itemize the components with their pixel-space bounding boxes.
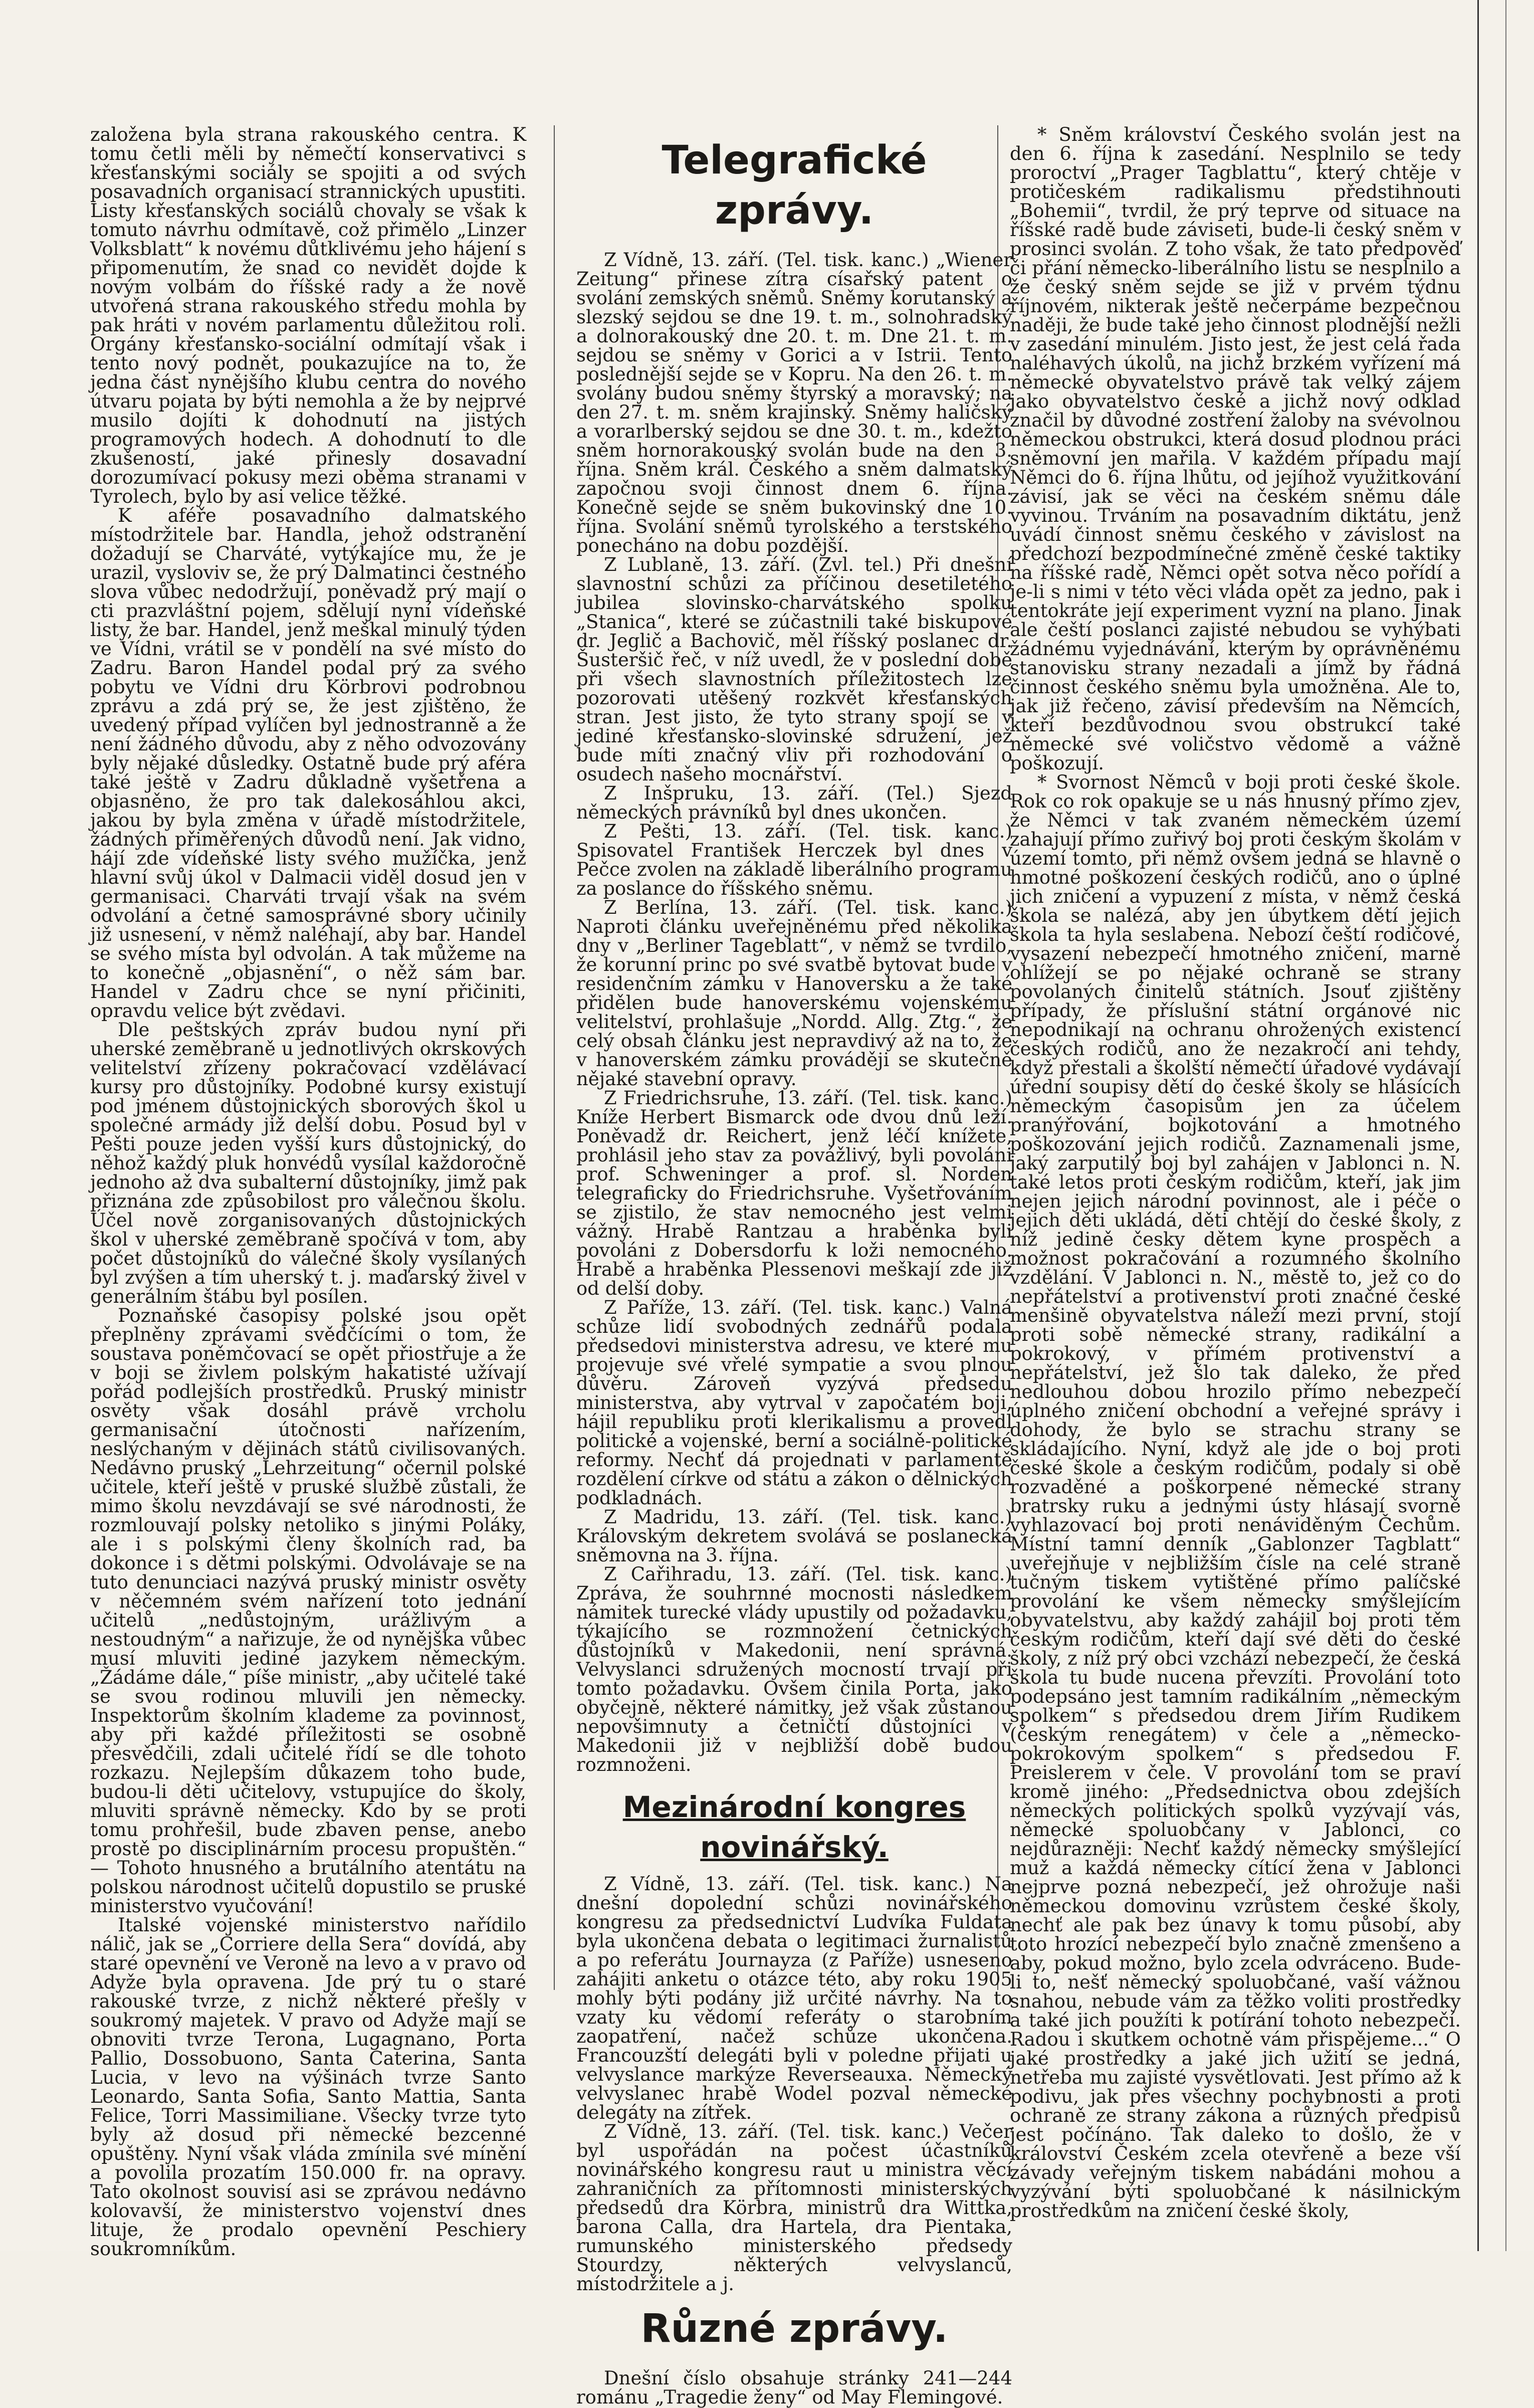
news-item: Z Paříže, 13. září. (Tel. tisk. kanc.) Valná schůze lidí svobodných zednářů podala předsedovi ministerstva adresu, ve které mu projevuje své vřelé sympatie a svou plnou důvěru. Zároveň vyzývá předsedu ministerstva, aby vytrval v započatém boji, hájil republiku proti klerikalismu a provedl politické a vojenské, berní a sociálně-politické reformy. Nechť dá projednati v parlamentě rozdělení církve od státu a zákon o dělnických podkladnách. [576, 1297, 1012, 1509]
news-item: Z Berlína, 13. září. (Tel. tisk. kanc.) Naproti článku uveřejněnému před několika dny v „Berliner Tageblatt“, v němž se tvrdilo, že korunní princ po své svatbě bytovat bude v residenčním zámku v Hanoversku a že také přidělen bude hanoverskému vojenskému velitelství, prohlašuje „Nordd. Allg. Ztg.“, že celý obsah článku jest nepravdivý až na to, že v hanoverském zámku prováději se skutečně nějaké stavební opravy. [576, 897, 1012, 1090]
article-paragraph: K aféře posavadního dalmatského místodržitele bar. Handla, jehož odstranění dožadují se Charváté, vytýkajíce mu, že je urazil, vysloviv se, že prý Dalmatinci čestného slova vůbec nedodržují, poněvadž prý mají o cti prazvláštní pojem, sdělují nyní vídeňské listy, že bar. Handel, jenž meškal minulý týden ve Vídni, vrátil se v pondělí na své místo do Zadru. Baron Handel podal prý za svého pobytu ve Vídni dru Körbrovi podrobnou zprávu a zdá prý se, že jest zjištěno, že uvedený případ vylíčen byl jednostranně a že není žádného důvodu, aby z něho odvozovány byly nějaké důsledky. Ostatně bude prý aféra také ještě v Zadru důkladně vyšetřena a objasněno, že pro tak dalekosáhlou akci, jakou by byla změna v úřadě místodržitele, žádných přiměřených důvodů není. Jak vidno, hájí zde vídeňské listy svého mužíčka, jenž hlavní svůj úkol v Dalmacii viděl dosud jen v germanisaci. Charváti trvají však na svém odvolání a četné samosprávné sbory učinily již usnesení, v němž naléhají, aby bar. Handel se svého místa byl odvolán. A tak můžeme na to konečně „objasnění“, o něž sám bar. Handel v Zadru chce se nyní přičiniti, opravdu velice být zvědavi. [90, 505, 526, 1022]
news-item: Z Madridu, 13. září. (Tel. tisk. kanc.) Královským dekretem svolává se poslanecká sněmovna na 3. října. [576, 1506, 1012, 1566]
column-middle [576, 125, 1012, 2408]
article-paragraph: Italské vojenské ministerstvo nařídilo nálič, jak se „Corriere della Sera“ dovídá, aby staré opevnění ve Veroně na levo a v pravo od Adyže byla opravena. Jde prý tu o staré rakouské tvrze, z nichž některé přešly v soukromý majetek. V pravo od Adyže mají se obnoviti tvrze Terona, Lugagnano, Porta Pallio, Dossobuono, Santa Caterina, Santa Lucia, v levo na výšinách tvrze Santo Leonardo, Santa Sofia, Santo Mattia, Santa Felice, Torri Massimiliane. Všecky tvrze tyto byly až dosud při německé bezcenné opuštěny. Nyní však vláda zmínila své mínění a povolila prozatím 150.000 fr. na opravy. Tato okolnost souvisí asi se zprávou nedávno kolovavší, že ministerstvo vojenství dnes lituje, že prodalo opevnění Peschiery soukromníkům. [90, 1914, 526, 2260]
section-subheading: Mezinárodní kongres novinářský. [622, 1790, 966, 1864]
article-paragraph: Poznaňské časopisy polské jsou opět přeplněny zprávami svědčícími o tom, že soustava poněmčovací se opět přiostřuje a že v boji se živlem polským hakatisté užívají pořád podlejších prostředků. Pruský ministr osvěty však dosáhl právě vrcholu germanisační útočnosti nařízením, neslýchaným v dějinách států civilisovaných. Nedávno pruský „Lehrzeitung“ očernil polské učitele, kteří ještě v pruské službě zůstali, že mimo školu nevzdávají se své národnosti, že rozmlouvají polsky netoliko s jinými Poláky, ale i s polskými členy školních rad, ba dokonce i s dětmi polskými. Odvolávaje se na tuto denunciaci nazývá pruský ministr osvěty v něčemném svém nařízení toto jednání učitelů „nedůstojným, urážlivým a nestoudným“ a nařizuje, že od nynějška vůbec musí mluviti jediné jazykem německým. „Žádáme dále,“ píše ministr, „aby učitelé také se svou rodinou mluvili jen německy. Inspektorům školním klademe za povinnost, aby při každé příležitosti se osobně přesvědčili, zdali učitelé řídí se dle tohoto rozkazu. Nejlepším důkazem toho bude, budou-li děti učitelovy, vstupujíce do školy, mluviti správně německy. Kdo by se proti tomu prohřešil, bude zbaven pense, anebo prostě po disciplinárním procesu propuštěn.“ — Tohoto hnusného a brutálního atentátu na polskou národnost učitelů dopustilo se pruské ministerstvo vyučování! [90, 1305, 526, 1917]
article-paragraph: * Svornost Němců v boji proti české škole. Rok co rok opakuje se u nás hnusný přímo zjev, že Němci v tak zvaném německém území zahajují přímo zuřivý boj proti českým školám v území tomto, při němž ovšem jedná se hlavně o hmotné poškození českých rodičů, ano o úplné jich zničení a vypuzení z místa, v němž česká škola se nalézá, aby jen úbytkem dětí jejich škola ta hyla seslabena. Nebozí čeští rodičové, vysazení nebezpečí hmotného zničení, marně ohlížejí se po nějaké ochraně se strany povolaných činitelů státních. Jsouť zjištěny případy, že příslušní státní orgánové nic nepodnikají na ochranu ohrožených existencí českých rodičů, ano že nezakročí ani tehdy, když přestali a školští němečtí úřadové vydávají úřední soupisy dětí do české školy se hlásících německým časopisům jen za účelem pranýřování, bojkotování a hmotného poškozování jejich rodičů. Zaznamenali jsme, jaký zarputilý boj byl zahájen v Jablonci n. N. také letos proti českým rodičům, kteří, jak jim nejen jejich národní povinnost, ale i péče o jejich děti ukládá, děti chtějí do české školy, z níž jedině česky dětem kyne prospěch a možnost pokračování a rozumného školního vzdělání. V Jablonci n. N., městě to, jež co do nepřátelství a protivenství proti značné české menšině obyvatelstva náleží mezi první, stojí proti sobě německé strany, radikální a pokrokový, v přímém protivenství a nepřátelství, jež šlo tak daleko, že před nedlouhou dobou hrozilo přímo nebezpečí úplného zničení obchodní a veřejné správy i dohody, že bylo se strachu strany se skládajícího. Nyní, když ale jde o boj proti české škole a českým rodičům, podaly si obě rozvaděné a poškorpené německé strany bratrsky ruku a jednými ústy hlásají svorně vyhlazovací boj proti nenáviděným Čechům. Místní tamní denník „Gablonzer Tagblatt“ uveřejňuje v nejbližším čísle na celé straně tučným tiskem vytištěné přímo palíčské provolání ke všem německy smýšlejícím obyvatelstvu, aby každý zahájil boj proti těm českým rodičům, kteří dají své děti do české školy, z níž prý obci vzchází nebezpečí, že česká škola tu bude nucena převzíti. Provolání toto podepsáno jest tamním radikálním „německým spolkem“ s předsedou drem Jiřím Rudikem (českým renegátem) v čele a „německo-pokrokovým spolkem“ s předsedou F. Preislerem v čele. V provolání tom se praví kromě jiného: „Předsednictva obou zdejších německých politických spolků vyzývají vás, německé spoluobčany v Jablonci, co nejdůrazněji: Nechť každý německy smýšlející muž a každá německy cítící žena v Jablonci nejprve pozná nebezpečí, jež ohrožuje naši německou domovinu vzrůstem české školy, nechť ale pak bez únavy k tomu působí, aby toto hrozící nebezpečí bylo značně zmenšeno a aby, pokud možno, bylo zcela odvráceno. Bude-li to, nešť německý spoluobčané, vaší vážnou snahou, nebude vám za těžko voliti prostředky a také jich použíti k potírání tohoto nebezpečí. Radou i skutkem ochotně vám přispějeme...“ O jaké prostředky a jaké jich užití se jedná, netřeba mu zajisté vysvětlovati. Jest přímo až k podivu, jak přes všechny pochybnosti a proti ochraně ze strany zákona a různých předpisů jest počínáno. Tak daleko to došlo, že v království Českém zcela otevřeně a beze vší závady veřejným tiskem nabádáni mohou a vyzývání býti spoluobčané k násilnickým prostředkům na zničení české školy, [1010, 771, 1461, 2222]
section-heading: Různé zprávy. [640, 2306, 948, 2351]
news-item: Z Vídně, 13. září. (Tel. tisk. kanc.) „Wiener Zeitung“ přinese zítra císařský patent o svolání zemských sněmů. Sněmy korutanský a slezský sejdou se dne 19. t. m., solnohradský a dolnorakouský dne 20. t. m. Dne 21. t. m. sejdou se sněmy v Gorici a v Istrii. Tento poslednější sejde se v Kopru. Na den 26. t. m. svolány budou sněmy štyrský a moravský; na den 27. t. m. sněm krajinský. Sněmy haličský a vorarlberský sejdou se dne 30. t. m., kdežto sněm hornorakouský svolán bude na den 3. října. Sněm král. Českého a sněm dalmatský započnou svoji činnost dnem 6. října. Konečně sejde se sněm bukovinský dne 10. října. Svolání sněmů tyrolského a terstského ponecháno na dobu pozdější. [576, 249, 1012, 556]
news-item: Z Vídně, 13. září. (Tel. tisk. kanc.) Na dnešní dopolední schůzi novinářského kongresu za předsednictví Ludvíka Fuldata byla ukončena debata o legitimaci žurnalistů a po referátu Journayza (z Paříže) usneseno zahájiti anketu o otázce této, aby roku 1905 mohly býti podány již určité návrhy. Na to vzaty ku vědomí referáty o starobním zaopatření, načež schůze ukončena. Francouzští delegáti byli v poledne přijati u velvyslance markýze Reverseauxa. Německý velvyslanec hrabě Wodel pozval německé delegáty na zítřek. [576, 1873, 1012, 2123]
news-item: Z Vídně, 13. září. (Tel. tisk. kanc.) Večer byl uspořádán na počest účastníků novinářského kongresu raut u ministra věcí zahraničních za přítomnosti ministerských předsedů dra Körbra, ministrů dra Wittka, barona Calla, dra Hartela, dra Pientaka, rumunského ministerského předsedy Stourdzy, některých velvyslanců, místodržitele a j. [576, 2121, 1012, 2295]
news-item: Dnešní číslo obsahuje stránky 241—244 románu „Tragedie ženy“ od May Flemingové. [576, 2367, 1012, 2408]
column-right [1010, 125, 1461, 2231]
news-item: Z Cařihradu, 13. září. (Tel. tisk. kanc.) Zpráva, že souhrnné mocnosti následkem námitek turecké vlády upustily od požadavku, týkajícího se rozmnožení četnických důstojníků v Makedonii, není správná. Velvyslanci sdružených mocností trvají při tomto požadavku. Ovšem činila Porta, jako obyčejně, některé námitky, jež však zůstanou nepovšimnuty a četničtí důstojníci v Makedonii již v nejbližší době budou rozmnoženi. [576, 1563, 1012, 1775]
news-item: Z Inšpruku, 13. září. (Tel.) Sjezd německých právníků byl dnes ukončen. [576, 782, 1012, 823]
news-item: Z Lublaně, 13. září. (Zvl. tel.) Při dnešní slavnostní schůzi za příčinou desetiletého jubilea slovinsko-charvátského spolku „Stanica“, které se zúčastnili také biskupové dr. Jeglič a Bachovič, měl říšský poslanec dr. Šusteršič řeč, v níž uvedl, že v poslední době při všech slavnostních příležitostech lze pozorovati utěšený rozkvět křesťanských stran. Jest jisto, že tyto strany spojí se v jediné křesťansko-slovinské sdružení, jež bude míti značný vliv při rozhodování o osudech našeho mocnářství. [576, 554, 1012, 785]
column-left [90, 124, 526, 2260]
column-divider-1 [554, 125, 555, 1990]
section-heading: Telegrafické zprávy. [662, 138, 927, 233]
article-paragraph: založena byla strana rakouského centra. K tomu četli měli by němečtí konservativci s křesťanskými sociály se spojiti a od svých posavadních organisací strannických upustiti. Listy křesťanských sociálů chovaly se však k tomuto návrhu odmítavě, což přimělo „Linzer Volksblatt“ k novému důtklivému jeho hájení s připomenutím, že snad co nevidět dojde k novým volbám do říšské rady a že nově utvořená strana rakouského středu mohla by pak hráti v novém parlamentu důležitou roli. Orgány křesťansko-sociální odmítají však i tento nový podnět, poukazujíce na to, že jedna část nynějšího klubu centra do nového útvaru pojata by býti nemohla a že by nejprvé musilo dojíti k dohodnutí na jistých programových hodech. A dohodnutí to dle zkušeností, jaké přinesly dosavadní dorozumívací pokusy mezi oběma stranami v Tyrolech, bylo by asi velice těžké. [90, 124, 526, 507]
article-paragraph: * Sněm království Českého svolán jest na den 6. října k zasedání. Nesplnilo se tedy proroctví „Prager Tagblattu“, který chtěje v protičeském radikalismu předstihnouti „Bohemii“, tvrdil, že prý teprve od situace na říšské radě bude záviseti, bude-li český sněm v prosinci svolán. Z toho však, že tato předpověď či přání německo-liberálního listu se nesplnilo a že český sněm sejde se již v prvém týdnu říjnovém, nikterak ještě nečerpáme bezpečnou naději, že bude také jeho činnost plodnější nežli v zasedání minulém. Jisto jest, že jest celá řada naléhavých úkolů, na jichž brzkém vyřízení má německé obyvatelstvo právě tak velký zájem jako obyvatelstvo české a jichž nový odklad značil by důvodné zostření žaloby na svévolnou německou obstrukci, která dosud plodnou práci sněmovní jen mařila. V každém případu mají Němci do 6. října lhůtu, od jejíhož využitkování závisí, jak se věci na českém sněmu dále vyvinou. Trváním na posavadním diktátu, jenž uvádí činnost sněmu českého v závislost na předchozí bezpodmínečné změně české taktiky na říšské radě, Němci opět sotva něco pořídí a je-li s nimi v této věci vláda opět za jedno, pak i tentokráte její experiment vyzní na plano. Jinak ale čeští poslanci zajisté nebudou se vyhýbati žádnému vyjednávání, kterým by oprávněnému stanovisku strany nezadali a jímž by řádná činnost českého sněmu byla umožněna. Ale to, jak již řečeno, závisí především na Němcích, kteří bezdůvodnou svou obstrukcí také německé své voličstvo vědomě a vážně poškozují. [1010, 124, 1461, 774]
news-item: Z Friedrichsruhe, 13. září. (Tel. tisk. kanc.) Kníže Herbert Bismarck ode dvou dnů leží. Poněvadž dr. Reichert, jenž léčí knížete, prohlásil jeho stav za povážlivý, byli povoláni prof. Schweninger a prof. sl. Norden telegraficky do Friedrichsruhe. Vyšetřováním se zjistilo, že stav nemocného jest velmi vážný. Hrabě Rantzau a hraběnka byli povoláni z Dobersdorfu k loži nemocného. Hrabě a hraběnka Plessenovi meškají zde již od delší doby. [576, 1087, 1012, 1299]
news-item: Z Pešti, 13. září. (Tel. tisk. kanc.) Spisovatel František Herczek byl dnes v Pečce zvolen na základě liberálního programu za poslance do říšského sněmu. [576, 821, 1012, 899]
page-edge-rule-outer [1505, 0, 1506, 2251]
article-paragraph: Dle peštských zpráv budou nyní při uherské zeměbraně u jednotlivých okrskových velitelství zřízeny pokračovací vzdělávací kursy pro důstojníky. Podobné kursy existují pod jménem důstojnických sborových škol u společné armády již delší dobu. Posud byl v Pešti pouze jeden vyšší kurs důstojnický, do něhož každý pluk honvédů vysílal každoročně jednoho až dva subalterní důstojníky, jimž pak přiznána zde způsobilost pro válečnou školu. Účel nově zorganisovaných důstojnických škol v uherské zeměbraně spočívá v tom, aby počet důstojníků do válečné školy vysílaných byl zvýšen a tím uherský t. j. maďarský živel v generálním štábu byl posílen. [90, 1019, 526, 1307]
page-edge-rule [1477, 0, 1479, 2251]
